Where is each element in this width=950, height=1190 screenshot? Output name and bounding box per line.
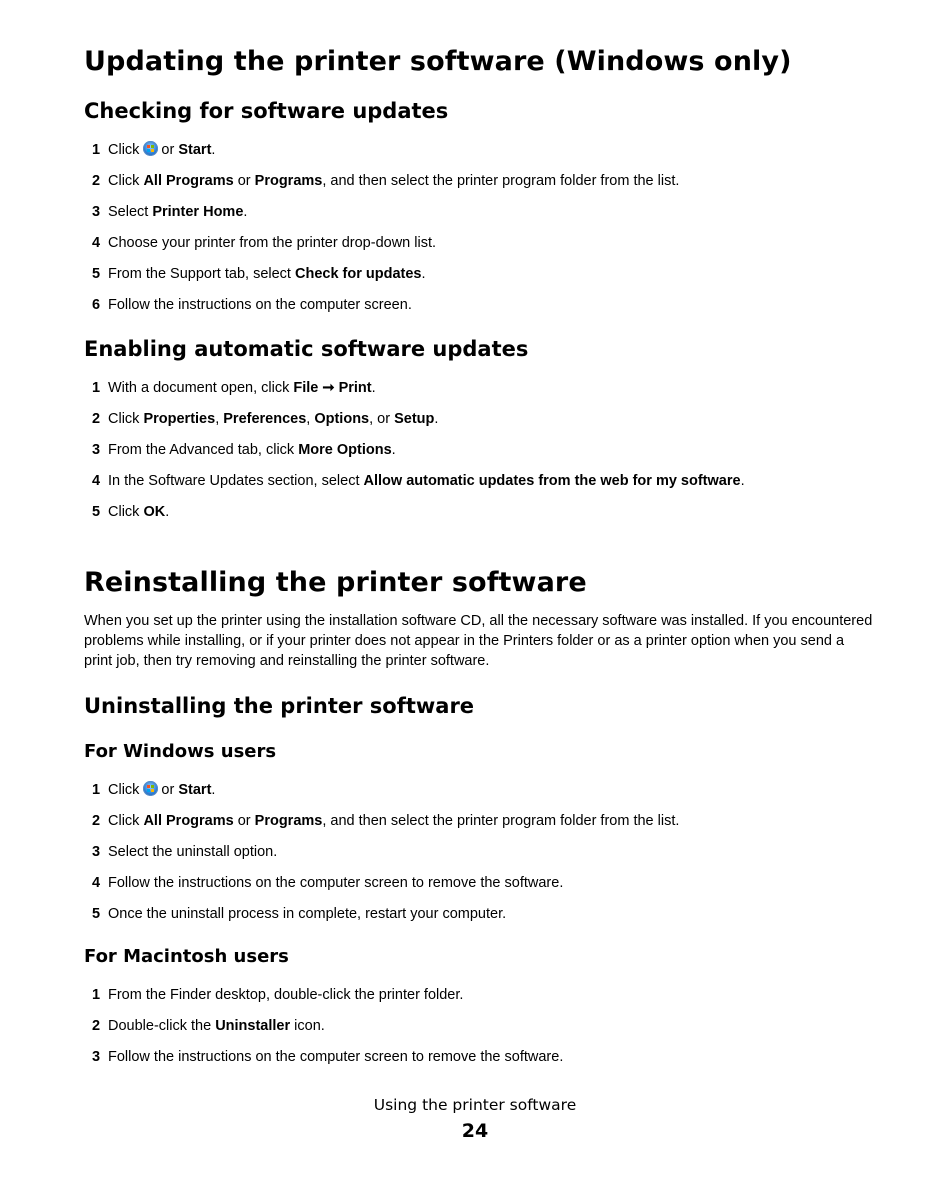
reinstalling-intro-paragraph: When you set up the printer using the installation software CD, all the necessary software was installed. If you encountered problems while installing, or if your printer does not appear in the Printers folder or as a printer option when you send a print job, then try removing and reinstalling the printer software. — [84, 613, 873, 669]
step-number: 1 — [91, 379, 101, 396]
windows-uninstall-steps — [84, 774, 884, 929]
step-number: 2 — [91, 1017, 101, 1034]
step-number: 5 — [91, 905, 101, 922]
step-number: 4 — [91, 874, 101, 891]
list-item — [84, 979, 884, 1010]
footer-chapter-title: Using the printer software — [373, 1096, 577, 1114]
list-item — [84, 289, 884, 320]
list-item — [84, 496, 884, 527]
step-number: 6 — [91, 296, 101, 313]
list-item — [84, 196, 884, 227]
enabling-updates-steps — [84, 372, 884, 527]
list-item — [84, 165, 884, 196]
step-text: Select Printer Home. — [108, 203, 248, 220]
list-item — [84, 227, 884, 258]
checking-updates-steps — [84, 134, 884, 320]
arrow-right-icon: ➞ — [318, 379, 339, 396]
step-text: Click or Start. — [108, 142, 216, 158]
page-number: 24 — [461, 1120, 489, 1142]
heading-uninstalling-software: Uninstalling the printer software — [84, 694, 475, 718]
step-number: 3 — [91, 1048, 101, 1065]
step-number: 3 — [91, 203, 101, 220]
list-item — [84, 805, 884, 836]
list-item — [84, 1010, 884, 1041]
step-text: Follow the instructions on the computer screen to remove the software. — [108, 874, 564, 891]
step-number: 1 — [91, 986, 101, 1003]
step-text: Click Properties, Preferences, Options, or Setup. — [108, 410, 439, 427]
list-item — [84, 134, 884, 165]
step-number: 4 — [91, 472, 101, 489]
heading-updating-software: Updating the printer software (Windows only) — [84, 46, 792, 77]
step-text: Click All Programs or Programs, and then select the printer program folder from the list. — [108, 172, 680, 189]
windows-start-orb-icon — [143, 141, 158, 156]
step-text: With a document open, click File ➞ Print. — [108, 379, 376, 396]
list-item — [84, 372, 884, 403]
list-item — [84, 434, 884, 465]
document-page — [84, 0, 884, 1072]
list-item — [84, 403, 884, 434]
step-text: From the Support tab, select Check for updates. — [108, 265, 426, 282]
step-text: From the Finder desktop, double-click the printer folder. — [108, 986, 464, 1003]
list-item — [84, 1041, 884, 1072]
list-item — [84, 867, 884, 898]
step-text: Click or Start. — [108, 782, 216, 798]
step-number: 2 — [91, 410, 101, 427]
step-number: 4 — [91, 234, 101, 251]
list-item — [84, 465, 884, 496]
list-item — [84, 898, 884, 929]
step-text: Click OK. — [108, 503, 170, 520]
step-text: Follow the instructions on the computer screen to remove the software. — [108, 1048, 564, 1065]
step-number: 5 — [91, 265, 101, 282]
mac-uninstall-steps — [84, 979, 884, 1072]
step-text: Choose your printer from the printer drop-down list. — [108, 234, 437, 251]
step-text: Click All Programs or Programs, and then select the printer program folder from the list. — [108, 812, 680, 829]
page-footer — [0, 1094, 950, 1144]
step-text: Double-click the Uninstaller icon. — [108, 1017, 325, 1034]
step-number: 3 — [91, 441, 101, 458]
heading-reinstalling-software: Reinstalling the printer software — [84, 567, 587, 598]
step-number: 3 — [91, 843, 101, 860]
list-item — [84, 836, 884, 867]
heading-checking-updates: Checking for software updates — [84, 99, 449, 123]
list-item — [84, 774, 884, 805]
windows-start-orb-icon — [143, 781, 158, 796]
step-text: Once the uninstall process in complete, restart your computer. — [108, 905, 507, 922]
heading-macintosh-users: For Macintosh users — [84, 946, 289, 967]
step-text: From the Advanced tab, click More Options. — [108, 441, 396, 458]
step-number: 2 — [91, 172, 101, 189]
step-number: 1 — [91, 141, 101, 158]
step-text: Select the uninstall option. — [108, 843, 278, 860]
step-number: 1 — [91, 781, 101, 798]
heading-windows-users: For Windows users — [84, 741, 277, 762]
step-number: 5 — [91, 503, 101, 520]
list-item — [84, 258, 884, 289]
step-number: 2 — [91, 812, 101, 829]
heading-enabling-auto-updates: Enabling automatic software updates — [84, 337, 529, 361]
step-text: In the Software Updates section, select Allow automatic updates from the web for my software. — [108, 472, 745, 489]
step-text: Follow the instructions on the computer screen. — [108, 296, 412, 313]
